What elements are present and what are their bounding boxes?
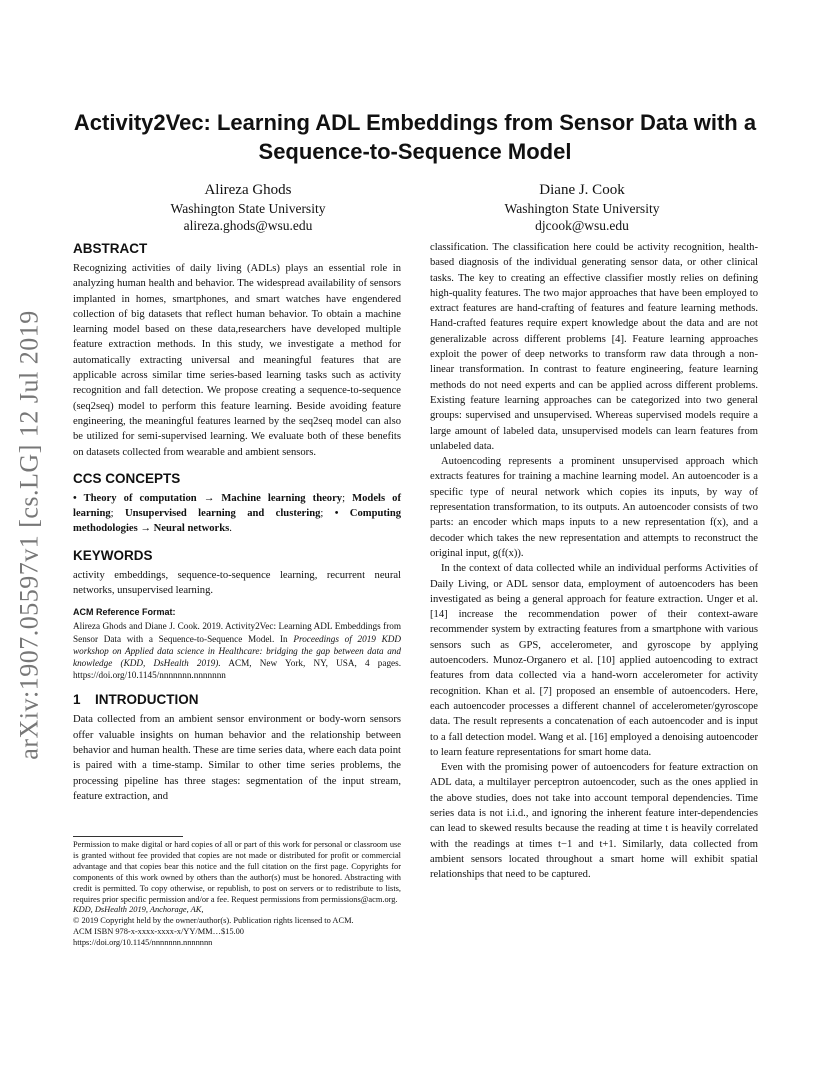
ccs-item: • Computing methodologies → Neural networks <box>73 508 402 535</box>
introduction-section <box>73 691 401 804</box>
author-affiliation: Washington State University <box>504 201 660 216</box>
keywords-heading: KEYWORDS <box>73 547 153 563</box>
right-column <box>430 240 758 882</box>
left-column <box>73 240 401 804</box>
ccs-separator: ; <box>342 492 353 504</box>
author-block-1 <box>118 180 378 234</box>
author-email: alireza.ghods@wsu.edu <box>183 218 313 233</box>
reference-start: Alireza Ghods and Diane J. Cook. 2019. Activity2Vec: Learning ADL Embeddings from Sensor Data with a Sequence-to-Sequence Model. In <box>73 621 401 644</box>
ccs-end: . <box>229 523 232 535</box>
ccs-concepts <box>73 491 401 537</box>
acm-reference <box>73 606 401 681</box>
reference-venue: Proceedings of 2019 KDD workshop on Applied data science in Healthcare: bridging the gap between data and knowledge (KDD, DsHealth 2019). <box>73 633 401 668</box>
ccs-separator: ; <box>320 508 335 520</box>
arxiv-identifier: arXiv:1907.05597v1 [cs.LG] 12 Jul 2019 <box>15 310 44 760</box>
ccs-section <box>73 470 401 537</box>
section-number: 1 <box>73 692 81 708</box>
reference-end: ACM, New York, NY, USA, 4 pages. https://doi.org/10.1145/nnnnnnn.nnnnnnn <box>73 657 401 681</box>
acm-reference-text <box>73 620 401 681</box>
footnote-divider <box>73 836 183 837</box>
intro-paragraph-1: classification. The classification here could be activity recognition, health-based diagnosis of the individual generating sensor data, or other clinical tasks. The key to creating an effective classifier mostly relies on defining high-quality features. The two major approaches that have been employed to extract features are hand-crafting of features and feature learning methods. Hand-crafted features require expert knowledge about the data and are not generalizable across different problems [4]. Feature learning approaches exploit the power of deep networks to transform raw data through a non-linear transformation. In contrast to feature engineering, feature learning methods do not need experts and can be applied across different problems. Existing feature learning approaches can be categorized into two general groups: supervised and unsupervised. Whereas supervised models require a large amount of labeled data, unsupervised models can learn features from unlabeled data. <box>430 242 758 452</box>
venue-line: KDD, DsHealth 2019, Anchorage, AK, <box>73 905 204 915</box>
isbn-line: ACM ISBN 978-x-xxxx-xxxx-x/YY/MM…$15.00 <box>73 927 244 937</box>
ccs-item: Unsupervised learning and clustering <box>125 508 321 520</box>
doi-line: https://doi.org/10.1145/nnnnnnn.nnnnnnn <box>73 938 213 948</box>
copyright-line: © 2019 Copyright held by the owner/author(s). Publication rights licensed to ACM. <box>73 916 354 926</box>
keywords-section <box>73 547 401 599</box>
arxiv-stamp <box>4 300 56 770</box>
author-name: Alireza Ghods <box>204 182 292 198</box>
section-title: INTRODUCTION <box>95 692 199 708</box>
abstract-text: Recognizing activities of daily living (ADLs) plays an essential role in analyzing human health and behavior. The widespread availability of sensors implanted in homes, smartphones, and smart watches have engendered collection of big datasets that reflect human behavior. To obtain a machine learning model based on these data,researchers have developed multiple feature extraction methods. In this study, we investigate a method for automatically extracting universal and meaningful features that are applicable across similar time series-based learning tasks such as activity recognition and fall detection. We propose creating a sequence-to-sequence (seq2seq) model to perform this feature learning. Beside avoiding feature engineering, the meaningful features learned by the seq2seq model can also be utilized for semi-supervised learning. We evaluate both of these benefits on datasets collected from wearable and ambient sensors. <box>73 263 401 458</box>
keywords-text: activity embeddings, sequence-to-sequence learning, recurrent neural networks, unsupervised learning. <box>73 569 401 597</box>
acm-reference-label: ACM Reference Format: <box>73 607 176 618</box>
intro-paragraph-4: Even with the promising power of autoencoders for feature extraction on ADL data, a multilayer perceptron autoencoder, such as the ones applied in the above studies, does not take into account temporal dependencies. Time series data is not i.i.d., and ignoring the inherent feature inter-dependencies can lead to skewed results because the reading at time t is heavily correlated with the readings at times t−1 and t+1. Similarly, data collected from ambient sensors located throughout a smart home will exhibit spatial relationships that need to be captured. <box>430 762 758 881</box>
introduction-text: Data collected from an ambient sensor environment or body-worn sensors offer valuable insights on human behavior and the relationship between behavior and human health. These are time series data, where each data point is paired with a time-stamp. Similar to other time series problems, the processing pipeline has three stages: segmentation of the input stream, feature extraction, and <box>73 714 401 802</box>
intro-paragraph-2: Autoencoding represents a prominent unsupervised approach which extracts features for training a machine learning model. An autoencoder is a specific type of neural network which copies its inputs, by way of representation transformation, to its outputs. An autoencoder consists of two parts: an encoder which maps inputs to a new representation f(x), and a decoder which takes the new representation and attempts to reconstruct the original input, g(f(x)). <box>430 456 758 559</box>
introduction-heading <box>73 691 401 708</box>
abstract-heading: ABSTRACT <box>73 241 148 256</box>
author-email: djcook@wsu.edu <box>535 218 629 233</box>
author-affiliation: Washington State University <box>170 201 326 216</box>
ccs-item: • Theory of computation → Machine learning theory <box>73 492 343 504</box>
permission-notice: Permission to make digital or hard copies of all or part of this work for personal or classroom use is granted without fee provided that copies are not made or distributed for profit or commercial advantage and that copies bear this notice and the full citation on the first page. Copyrights for components of this work owned by others than the author(s) must be honored. Abstracting with credit is permitted. To copy otherwise, or republish, to post on servers or to redistribute to lists, requires prior specific permission and/or a fee. Request permissions from permissions@acm.org. <box>73 840 401 904</box>
copyright-footnote <box>73 840 401 949</box>
author-name: Diane J. Cook <box>539 182 625 198</box>
intro-paragraph-3: In the context of data collected while an individual performs Activities of Daily Living, or ADL sensor data, employment of autoencoders has been investigated as being a general approach for feature extraction. Unger et al. [14] increase the recommendation power of their context-aware recommender system by extracting features from a smartphone with various sensors such as GPS, accelerometer, and gyroscope by applying autoencoders. Munoz-Organero et al. [10] applied autoencoding to extract features from data collected via a hand-worn accelerometer for activity recognition. Khan et al. [7] proposed an ensemble of autoencoders. Here, each autoencoder processes a different channel of accelerometer/gyroscope data. The result represents a concatenation of each autoencoder and is input to a fall detection model. Wang et al. [16] employed a denoising autoencoder to learn feature representations for smart home data. <box>430 563 758 758</box>
paper-title: Activity2Vec: Learning ADL Embeddings from Sensor Data with a Sequence-to-Sequence Model <box>73 110 757 164</box>
ccs-item: Models of learning <box>73 492 401 520</box>
ccs-separator: ; <box>110 508 125 520</box>
author-block-2 <box>452 180 712 234</box>
ccs-heading: CCS CONCEPTS <box>73 470 181 486</box>
